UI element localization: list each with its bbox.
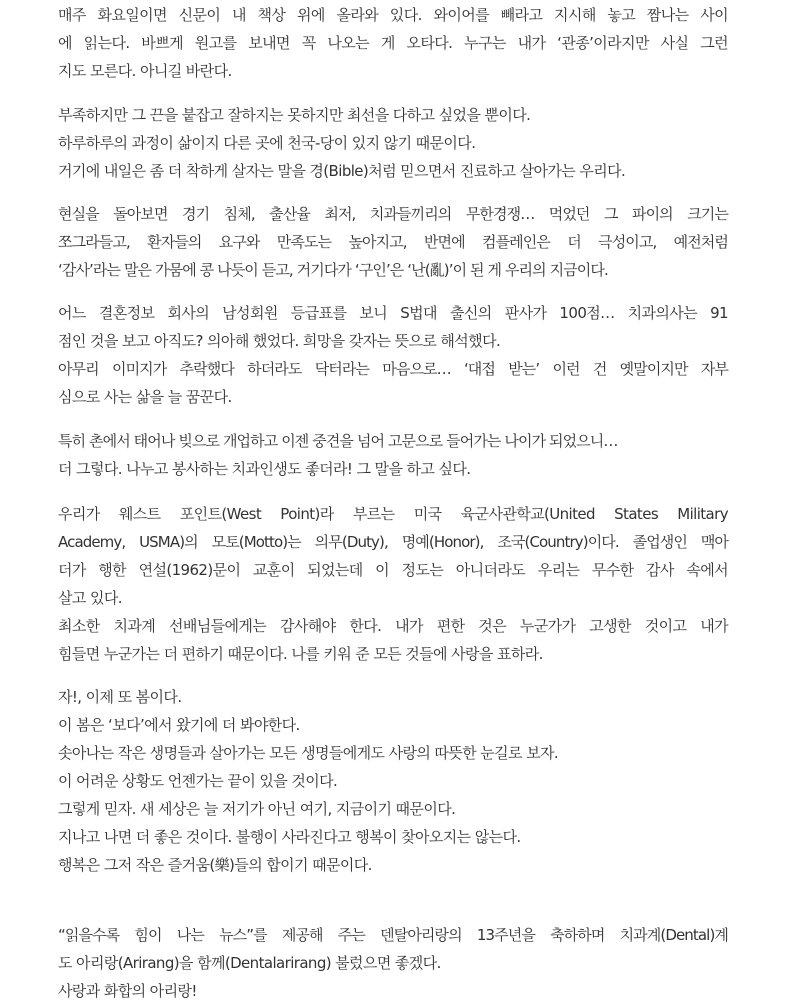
- text-line: 현실을 돌아보면 경기 침체, 출산율 최저, 치과들끼리의 무한경쟁… 먹었던 그 파이의 크기는: [58, 205, 728, 223]
- text-line: “읽을수록 힘이 나는 뉴스”를 제공해 주는 덴탈아리랑의 13주년을 축하하며 치과계(Dental)계: [58, 926, 728, 944]
- text-line: 쪼그라들고, 환자들의 요구와 만족도는 높아지고, 반면에 컴플레인은 더 극성이고, 예전처럼: [58, 233, 728, 251]
- text-line: 자!, 이제 또 봄이다.: [58, 688, 182, 706]
- text-line: 특히 촌에서 태어나 빚으로 개업하고 이젠 중견을 넘어 고문으로 들어가는 나이가 되었으니…: [58, 432, 618, 450]
- text-line: Academy, USMA)의 모토(Motto)는 의무(Duty), 명예(Honor), 조국(Country)이다. 졸업생인 맥아: [58, 533, 728, 551]
- text-line: 우리가 웨스트 포인트(West Point)라 부르는 미국 육군사관학교(United States Military: [58, 505, 728, 523]
- paragraph: [58, 427, 728, 483]
- text-line: 지나고 나면 더 좋은 것이다. 불행이 사라진다고 행복이 찾아오지는 않는다.: [58, 828, 521, 846]
- text-line: 최소한 치과계 선배님들에게는 감사해야 한다. 내가 편한 것은 누군가가 고생한 것이고 내가: [58, 617, 728, 635]
- text-line: 살고 있다.: [58, 589, 122, 607]
- text-line: 더가 행한 연설(1962)문이 교훈이 되었는데 이 정도는 아니더라도 우리는 무수한 감사 속에서: [58, 561, 728, 579]
- text-line: 부족하지만 그 끈을 붙잡고 잘하지는 못하지만 최선을 다하고 싶었을 뿐이다.: [58, 106, 531, 124]
- text-line: 에 읽는다. 바쁘게 원고를 보내면 꼭 나오는 게 오타다. 누구는 내가 ‘관종’이라지만 사실 그런: [58, 34, 728, 52]
- text-line: 점인 것을 보고 아직도? 의아해 했었다. 희망을 갖자는 뜻으로 해석했다.: [58, 332, 501, 350]
- paragraph: [58, 683, 728, 879]
- paragraph: [58, 299, 728, 411]
- text-line: 매주 화요일이면 신문이 내 책상 위에 올라와 있다. 와이어를 빼라고 지시해 놓고 짬나는 사이: [58, 6, 728, 24]
- text-line: 이 어려운 상황도 언젠가는 끝이 있을 것이다.: [58, 772, 338, 790]
- text-line: 사랑과 화합의 아리랑!: [58, 982, 197, 1000]
- paragraph: [58, 1, 728, 85]
- text-line: 솟아나는 작은 생명들과 살아가는 모든 생명들에게도 사랑의 따뜻한 눈길로 보자.: [58, 744, 559, 762]
- paragraph: [58, 921, 728, 1005]
- text-line: 행복은 그저 작은 즐거움(樂)들의 합이기 때문이다.: [58, 856, 372, 874]
- paragraph: [58, 200, 728, 284]
- text-line: 이 봄은 ‘보다’에서 왔기에 더 봐야한다.: [58, 716, 300, 734]
- text-line: 하루하루의 과정이 삶이지 다른 곳에 천국-당이 있지 않기 때문이다.: [58, 134, 476, 152]
- text-line: ‘감사’라는 말은 가뭄에 콩 나듯이 듣고, 거기다가 ‘구인’은 ‘난(亂)’이 된 게 우리의 지금이다.: [58, 261, 608, 279]
- text-line: 어느 결혼정보 회사의 남성회원 등급표를 보니 S법대 출신의 판사가 100점… 치과의사는 91: [58, 304, 728, 322]
- paragraph: [58, 500, 728, 668]
- text-line: 거기에 내일은 좀 더 착하게 살자는 말을 경(Bible)처럼 믿으면서 진료하고 살아가는 우리다.: [58, 162, 626, 180]
- text-line: 힘들면 누군가는 더 편하기 때문이다. 나를 키워 준 모든 것들에 사랑을 표하라.: [58, 645, 543, 663]
- text-line: 더 그렇다. 나누고 봉사하는 치과인생도 좋더라! 그 말을 하고 싶다.: [58, 460, 471, 478]
- text-line: 지도 모른다. 아니길 바란다.: [58, 62, 232, 80]
- text-line: 도 아리랑(Arirang)을 함께(Dentalarirang) 불렀으면 좋겠다.: [58, 954, 441, 972]
- text-line: 심으로 사는 삶을 늘 꿈꾼다.: [58, 388, 232, 406]
- text-line: 그렇게 믿자. 새 세상은 늘 저기가 아닌 여기, 지금이기 때문이다.: [58, 800, 456, 818]
- paragraph: [58, 101, 728, 185]
- text-line: 아무리 이미지가 추락했다 하더라도 닥터라는 마음으로… ‘대접 받는’ 이런 건 옛말이지만 자부: [58, 360, 728, 378]
